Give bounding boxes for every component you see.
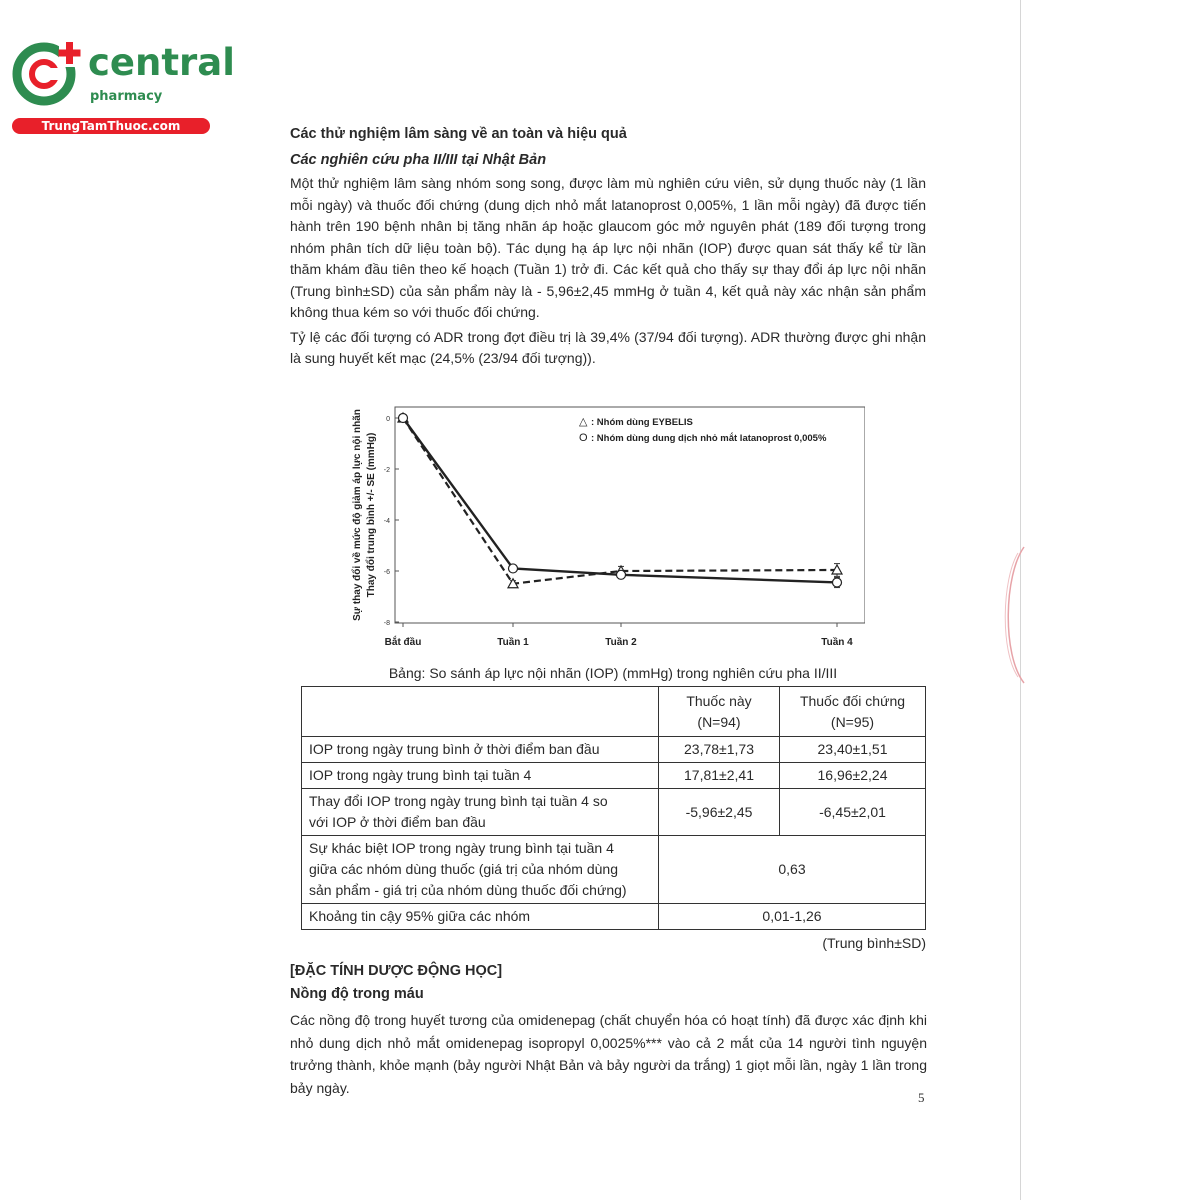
red-stamp-icon — [996, 545, 1026, 685]
header-drug-name: Thuốc này — [686, 692, 752, 709]
table-note: (Trung bình±SD) — [822, 935, 926, 951]
row-label — [302, 789, 659, 836]
data-point-latanoprost — [833, 578, 842, 587]
y-axis-label-line2: Thay đổi trung bình +/- SE (mmHg) — [366, 432, 377, 598]
table-caption: Bảng: So sánh áp lực nội nhãn (IOP) (mmHg) trong nghiên cứu pha II/III — [388, 665, 838, 681]
difference-label-line1: Sự khác biệt IOP trong ngày trung bình tại tuần 4 — [309, 840, 614, 856]
clinical-trials-section — [290, 124, 926, 370]
y-tick-label: -2 — [383, 467, 390, 474]
section-subtitle: Các nghiên cứu pha II/III tại Nhật Bản — [290, 151, 547, 168]
section-title: Các thử nghiệm lâm sàng về an toàn và hiệu quả — [290, 126, 627, 142]
logo-subtitle: pharmacy — [90, 89, 163, 104]
row-label: IOP trong ngày trung bình tại tuần 4 — [302, 763, 659, 789]
chart-legend — [579, 416, 827, 444]
legend-symbol-triangle: △ — [579, 416, 588, 428]
x-tick-label: Tuần 2 — [605, 637, 637, 648]
row-control-value: -6,45±2,01 — [780, 789, 926, 836]
difference-label — [302, 836, 659, 904]
x-tick-label: Tuần 4 — [821, 637, 853, 648]
y-axis-label-line1: Sự thay đổi về mức độ giảm áp lực nội nhãn — [352, 409, 363, 621]
table-row — [302, 789, 926, 836]
logo-site-banner[interactable]: TrungTamThuoc.com — [12, 118, 210, 134]
row-label-line1: Thay đổi IOP trong ngày trung bình tại tuần 4 so — [309, 793, 608, 809]
table-row-difference — [302, 836, 926, 904]
table-header-control — [780, 687, 926, 737]
iop-chart-svg — [345, 398, 865, 660]
row-control-value: 16,96±2,24 — [780, 763, 926, 789]
table-row — [302, 763, 926, 789]
table-header-empty — [302, 687, 659, 737]
iop-comparison-table — [301, 686, 926, 930]
y-tick-label: -4 — [383, 518, 390, 525]
data-point-latanoprost — [509, 564, 518, 573]
difference-value: 0,63 — [659, 836, 926, 904]
row-control-value: 23,40±1,51 — [780, 737, 926, 763]
difference-label-line2: giữa các nhóm dùng thuốc (giá trị của nhóm dùng — [309, 861, 619, 877]
table-header-drug — [659, 687, 780, 737]
y-tick-label: -8 — [383, 620, 390, 627]
header-drug-n: (N=94) — [697, 713, 741, 730]
row-drug-value: 23,78±1,73 — [659, 737, 780, 763]
iop-change-chart — [345, 398, 865, 660]
table-row — [302, 737, 926, 763]
row-label: IOP trong ngày trung bình ở thời điểm ban đầu — [302, 737, 659, 763]
table-row-ci — [302, 904, 926, 930]
x-tick-label: Bắt đầu — [384, 637, 422, 648]
difference-label-line3: sản phẩm - giá trị của nhóm dùng thuốc đối chứng) — [309, 882, 627, 898]
pk-subheading: Nồng độ trong máu — [290, 985, 424, 1002]
row-drug-value: 17,81±2,41 — [659, 763, 780, 789]
adr-paragraph: Tỷ lệ các đối tượng có ADR trong đợt điều trị là 39,4% (37/94 đối tượng). ADR thường được ghi nhận là sung huyết kết mạc (24,5% (23/94 đối tượng)). — [290, 328, 926, 366]
pk-heading: [ĐẶC TÍNH DƯỢC ĐỘNG HỌC] — [290, 963, 503, 979]
header-control-name: Thuốc đối chứng — [799, 692, 906, 709]
row-drug-value: -5,96±2,45 — [659, 789, 780, 836]
data-point-latanoprost — [399, 414, 408, 423]
ci-value: 0,01-1,26 — [659, 904, 926, 930]
table-header-row — [302, 687, 926, 737]
legend-symbol-circle: O — [579, 432, 588, 444]
y-tick-label: -6 — [383, 569, 390, 576]
logo-wordmark: central — [88, 41, 235, 84]
legend-label-latanoprost: : Nhóm dùng dung dịch nhỏ mắt latanoprost 0,005% — [591, 433, 827, 444]
page-number: 5 — [918, 1090, 925, 1105]
pk-paragraph: Các nồng độ trong huyết tương của omidenepag (chất chuyển hóa có hoạt tính) đã được xác định khi nhỏ dung dịch nhỏ mắt omidenepag isopropyl 0,0025%*** vào cả 2 mắt của 14 người tình nguyện trưởng thành, khỏe mạnh (bảy người Nhật Bản và bảy người da trắng) 1 giọt mỗi lần, ngày 1 lần trong bảy ngày. — [290, 1012, 927, 1096]
pharmacokinetics-section — [290, 960, 927, 1099]
header-control-n: (N=95) — [830, 713, 875, 730]
data-point-latanoprost — [617, 570, 626, 579]
ci-label: Khoảng tin cậy 95% giữa các nhóm — [302, 904, 659, 930]
x-tick-label: Tuần 1 — [497, 637, 529, 648]
y-tick-label: 0 — [386, 416, 390, 423]
row-label-line2: với IOP ở thời điểm ban đầu — [309, 814, 486, 830]
trial-description-paragraph: Một thử nghiệm lâm sàng nhóm song song, được làm mù nghiên cứu viên, sử dụng thuốc này (1 lần mỗi ngày) và thuốc đối chứng (dung dịch nhỏ mắt latanoprost 0,005%, 1 lần mỗi ngày) đã được tiến hành trên 190 bệnh nhân bị tăng nhãn áp hoặc glaucom góc mở nguyên phát (189 đối tượng trong nhóm phân tích dữ liệu toàn bộ). Tác dụng hạ áp lực nội nhãn (IOP) được quan sát thấy kể từ lần thăm khám đầu tiên theo kế hoạch (Tuần 1) trở đi. Các kết quả cho thấy sự thay đổi áp lực nội nhãn (Trung bình±SD) của sản phẩm này là - 5,96±2,45 mmHg ở tuần 4, kết quả này xác nhận sản phẩm không thua kém so với thuốc đối chứng. — [290, 175, 926, 320]
legend-label-eybelis: : Nhóm dùng EYBELIS — [591, 417, 693, 428]
